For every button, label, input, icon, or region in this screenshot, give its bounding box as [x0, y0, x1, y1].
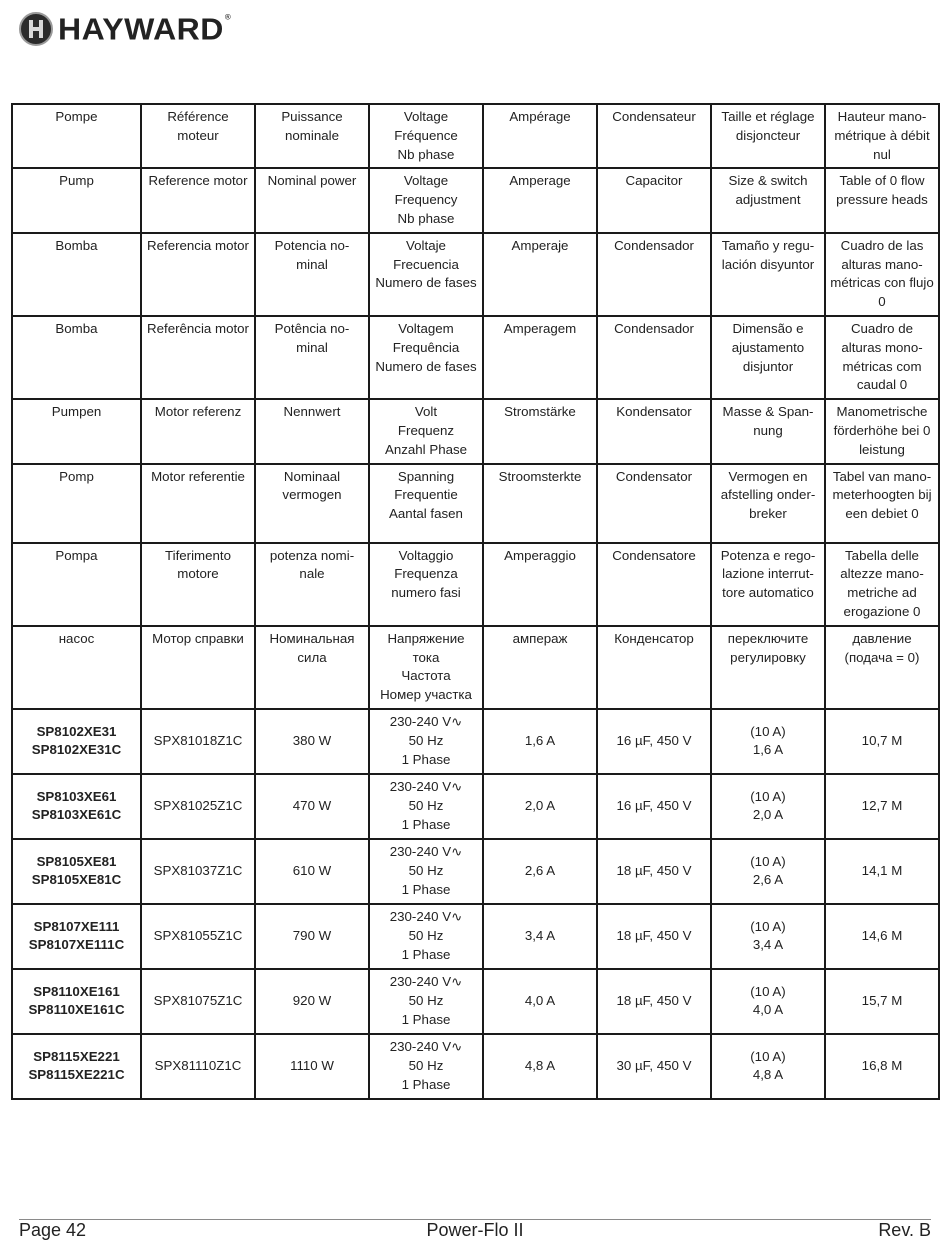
capacitor-cell: 18 µF, 450 V	[597, 839, 711, 904]
header-cell-capacitor	[597, 543, 711, 626]
breaker-cell-line: (10 A)	[750, 853, 786, 869]
header-text: Pomp	[59, 468, 94, 484]
header-text: Nennwert	[283, 404, 341, 420]
motor-ref-cell: SPX81025Z1C	[141, 774, 255, 839]
header-text: (подача = 0)	[844, 649, 920, 665]
header-text: minal	[296, 256, 328, 272]
voltage-cell-line: 230-240 V∿	[389, 844, 463, 860]
voltage-cell-line: 1 Phase	[401, 881, 451, 897]
header-text: Частота	[401, 668, 451, 684]
header-row	[12, 316, 939, 399]
table-row	[12, 969, 939, 1034]
model-cell-line: SP8102XE31C	[31, 742, 122, 758]
header-cell-voltage-frequency-phase	[369, 233, 483, 316]
header-text: Motor referentie	[151, 468, 245, 484]
header-text: Pumpen	[51, 404, 102, 420]
header-cell-nominal-power	[255, 104, 369, 168]
power-cell: 790 W	[255, 904, 369, 969]
voltage-cell	[369, 904, 483, 969]
breaker-cell	[711, 774, 825, 839]
header-text: Voltage	[403, 173, 449, 189]
capacitor-cell: 16 µF, 450 V	[597, 774, 711, 839]
header-text: métricas con flujo 0	[830, 275, 934, 310]
header-text: Aantal fasen	[389, 506, 463, 522]
head-cell: 10,7 M	[825, 709, 939, 774]
model-cell	[12, 839, 141, 904]
header-text: Напряжение тока	[387, 630, 465, 665]
header-text: Nb phase	[397, 210, 455, 226]
header-cell-nominal-power	[255, 233, 369, 316]
amperage-cell: 2,0 A	[483, 774, 597, 839]
header-cell-voltage-frequency-phase	[369, 399, 483, 463]
header-text: Dimensão e ajustamento disjuntor	[731, 320, 805, 374]
header-cell-nominal-power	[255, 316, 369, 399]
header-text: Tamaño y regu-	[721, 237, 815, 253]
table-row	[12, 839, 939, 904]
table-row	[12, 1034, 939, 1099]
header-text: breker	[749, 506, 787, 522]
header-cell-capacitor	[597, 104, 711, 168]
header-cell-zero-flow-head	[825, 168, 939, 232]
header-row	[12, 543, 939, 626]
header-cell-breaker-size	[711, 464, 825, 543]
model-cell	[12, 774, 141, 839]
voltage-cell-line: 50 Hz	[408, 928, 444, 944]
header-text: Amperage	[509, 173, 571, 189]
model-cell-line: SP8102XE31	[36, 723, 117, 739]
header-text: Pompa	[55, 547, 98, 563]
header-text: переключите регулировку	[727, 630, 809, 665]
voltage-cell-line: 1 Phase	[401, 946, 451, 962]
header-text: Номинальная сила	[269, 630, 355, 665]
header-text: Fréquence	[394, 127, 458, 143]
header-cell-motor-ref	[141, 168, 255, 232]
voltage-cell	[369, 1034, 483, 1099]
header-cell-capacitor	[597, 399, 711, 463]
breaker-cell-line: (10 A)	[750, 723, 786, 739]
header-text: Voltagem	[398, 320, 454, 336]
header-cell-motor-ref	[141, 543, 255, 626]
header-cell-voltage-frequency-phase	[369, 168, 483, 232]
breaker-cell-line: (10 A)	[750, 983, 786, 999]
model-cell-line: SP8103XE61C	[31, 807, 122, 823]
model-cell	[12, 969, 141, 1034]
model-cell-line: SP8107XE111	[33, 918, 120, 934]
breaker-cell-line: 4,8 A	[752, 1067, 784, 1083]
header-cell-zero-flow-head	[825, 626, 939, 709]
table-row	[12, 774, 939, 839]
capacitor-cell: 18 µF, 450 V	[597, 904, 711, 969]
breaker-cell-line: 1,6 A	[752, 742, 784, 758]
header-text: Masse & Span-	[722, 404, 814, 420]
header-cell-nominal-power	[255, 168, 369, 232]
header-cell-pump	[12, 233, 141, 316]
header-cell-zero-flow-head	[825, 316, 939, 399]
header-text: Numero de fases	[375, 358, 477, 374]
header-text: насос	[58, 630, 95, 646]
pump-spec-table	[11, 103, 940, 1100]
breaker-cell	[711, 839, 825, 904]
breaker-cell	[711, 709, 825, 774]
capacitor-cell: 16 µF, 450 V	[597, 709, 711, 774]
header-text: Referencia motor	[147, 237, 249, 253]
header-text: Tabella delle altezze mano-	[840, 547, 924, 582]
head-cell: 14,6 M	[825, 904, 939, 969]
header-text: metriche ad erogazione 0	[843, 585, 921, 619]
header-cell-breaker-size	[711, 543, 825, 626]
page-number: Page 42	[19, 1220, 87, 1240]
header-row	[12, 168, 939, 232]
header-cell-pump	[12, 168, 141, 232]
header-cell-capacitor	[597, 233, 711, 316]
header-cell-voltage-frequency-phase	[369, 104, 483, 168]
header-text: Bomba	[55, 237, 98, 253]
table-row	[12, 904, 939, 969]
header-cell-nominal-power	[255, 399, 369, 463]
header-cell-motor-ref	[141, 104, 255, 168]
header-text: Condensator	[615, 468, 693, 484]
breaker-cell-line: 2,0 A	[752, 807, 784, 823]
header-text: Pompe	[55, 109, 98, 124]
header-cell-zero-flow-head	[825, 399, 939, 463]
header-text: Voltage	[403, 109, 449, 124]
voltage-cell-line: 50 Hz	[408, 993, 444, 1009]
header-text: Taille et réglage disjoncteur	[721, 109, 815, 143]
header-text: Référence moteur	[167, 109, 229, 143]
header-text: Voltaggio	[398, 547, 454, 563]
header-text: Potência no-	[274, 320, 350, 336]
voltage-cell-line: 1 Phase	[401, 1076, 451, 1092]
header-text: Конденсатор	[614, 630, 694, 646]
header-text: Motor referenz	[154, 404, 242, 420]
header-text: métrique à débit nul	[834, 127, 930, 162]
header-cell-voltage-frequency-phase	[369, 464, 483, 543]
header-text: nale	[299, 566, 325, 582]
header-cell-capacitor	[597, 168, 711, 232]
header-cell-nominal-power	[255, 543, 369, 626]
amperage-cell: 3,4 A	[483, 904, 597, 969]
header-text: Puissance nominale	[281, 109, 343, 143]
header-text: Frequenza	[394, 566, 458, 582]
header-row	[12, 399, 939, 463]
header-cell-breaker-size	[711, 626, 825, 709]
breaker-cell-line: (10 A)	[750, 1048, 786, 1064]
motor-ref-cell: SPX81110Z1C	[141, 1034, 255, 1099]
table-row	[12, 709, 939, 774]
table-body	[12, 104, 939, 1099]
voltage-cell-line: 230-240 V∿	[389, 779, 463, 795]
header-cell-pump	[12, 464, 141, 543]
voltage-cell-line: 230-240 V∿	[389, 909, 463, 925]
header-cell-voltage-frequency-phase	[369, 626, 483, 709]
voltage-cell-line: 50 Hz	[408, 733, 444, 749]
header-cell-capacitor	[597, 316, 711, 399]
amperage-cell: 1,6 A	[483, 709, 597, 774]
model-cell	[12, 904, 141, 969]
header-cell-pump	[12, 626, 141, 709]
header-cell-motor-ref	[141, 464, 255, 543]
header-text: Referência motor	[147, 320, 249, 336]
header-text: Мотор справки	[152, 630, 244, 646]
header-text: métricas com caudal 0	[842, 358, 922, 393]
header-text: Hauteur mano-	[837, 109, 927, 124]
header-cell-amperage	[483, 316, 597, 399]
header-text: Condensatore	[612, 547, 696, 563]
header-text: Potencia no-	[274, 237, 350, 253]
power-cell: 920 W	[255, 969, 369, 1034]
header-text: Frequency	[394, 192, 458, 208]
header-cell-pump	[12, 316, 141, 399]
breaker-cell-line: (10 A)	[750, 788, 786, 804]
hayward-emblem-icon	[19, 12, 53, 46]
header-text: Capacitor	[625, 173, 683, 189]
header-text: Kondensator	[616, 404, 692, 420]
header-cell-motor-ref	[141, 316, 255, 399]
power-cell: 470 W	[255, 774, 369, 839]
product-name: Power-Flo II	[426, 1220, 524, 1240]
motor-ref-cell: SPX81055Z1C	[141, 904, 255, 969]
header-cell-capacitor	[597, 626, 711, 709]
header-cell-motor-ref	[141, 626, 255, 709]
header-row	[12, 464, 939, 543]
header-cell-amperage	[483, 543, 597, 626]
breaker-cell-line: 4,0 A	[752, 1002, 784, 1018]
header-cell-voltage-frequency-phase	[369, 316, 483, 399]
header-text: Vermogen en afstelling onder-	[720, 468, 816, 503]
header-text: numero fasi	[391, 585, 461, 601]
head-cell: 16,8 M	[825, 1034, 939, 1099]
head-cell: 12,7 M	[825, 774, 939, 839]
model-cell-line: SP8105XE81C	[31, 872, 122, 888]
power-cell: 1110 W	[255, 1034, 369, 1099]
header-text: Amperaje	[511, 237, 569, 253]
amperage-cell: 2,6 A	[483, 839, 597, 904]
header-cell-capacitor	[597, 464, 711, 543]
header-cell-breaker-size	[711, 233, 825, 316]
header-cell-pump	[12, 399, 141, 463]
motor-ref-cell: SPX81037Z1C	[141, 839, 255, 904]
header-text: Numero de fases	[375, 275, 477, 291]
capacitor-cell: 30 µF, 450 V	[597, 1034, 711, 1099]
header-text: Pump	[59, 173, 94, 189]
head-cell: 15,7 M	[825, 969, 939, 1034]
header-text: Frecuencia	[393, 256, 459, 272]
revision: Rev. B	[878, 1220, 931, 1240]
breaker-cell-line: 2,6 A	[752, 872, 784, 888]
hayward-logo	[19, 10, 231, 48]
voltage-cell	[369, 709, 483, 774]
header-cell-amperage	[483, 104, 597, 168]
motor-ref-cell: SPX81075Z1C	[141, 969, 255, 1034]
header-text: Condensador	[614, 237, 694, 253]
header-cell-breaker-size	[711, 399, 825, 463]
voltage-cell-line: 50 Hz	[408, 863, 444, 879]
header-text: Stromstärke	[504, 404, 576, 420]
breaker-cell	[711, 904, 825, 969]
model-cell	[12, 709, 141, 774]
header-cell-breaker-size	[711, 316, 825, 399]
header-text: Cuadro de alturas mono-	[841, 320, 923, 355]
model-cell-line: SP8115XE221C	[28, 1067, 125, 1083]
voltage-cell-line: 50 Hz	[408, 1058, 444, 1074]
header-text: Tiferimento motore	[164, 547, 231, 582]
header-cell-amperage	[483, 399, 597, 463]
header-cell-motor-ref	[141, 233, 255, 316]
header-text: nung	[753, 422, 783, 438]
model-cell-line: SP8110XE161C	[28, 1002, 125, 1018]
model-cell-line: SP8107XE111C	[28, 937, 125, 953]
header-cell-nominal-power	[255, 464, 369, 543]
header-text: Stroomsterkte	[498, 468, 582, 484]
head-cell: 14,1 M	[825, 839, 939, 904]
header-text: Condensador	[614, 320, 694, 336]
header-cell-breaker-size	[711, 168, 825, 232]
breaker-cell-line: 3,4 A	[752, 937, 784, 953]
header-text: Condensateur	[612, 109, 696, 124]
model-cell-line: SP8115XE221	[33, 1048, 120, 1064]
header-text: lación disyuntor	[721, 256, 815, 272]
header-text: Nominal power	[267, 173, 357, 189]
header-text: Frequenz	[397, 422, 455, 438]
breaker-cell	[711, 969, 825, 1034]
model-cell	[12, 1034, 141, 1099]
header-text: Volt	[414, 404, 438, 420]
amperage-cell: 4,8 A	[483, 1034, 597, 1099]
voltage-cell-line: 1 Phase	[401, 751, 451, 767]
header-text: Номер участка	[380, 687, 472, 703]
header-cell-voltage-frequency-phase	[369, 543, 483, 626]
header-text: Frequência	[392, 339, 460, 355]
header-cell-amperage	[483, 464, 597, 543]
header-text: Potenza e rego-	[720, 547, 816, 563]
header-text: potenza nomi-	[269, 547, 355, 563]
header-row	[12, 626, 939, 709]
brand-name: HAYWARD®	[58, 11, 232, 47]
power-cell: 380 W	[255, 709, 369, 774]
header-cell-zero-flow-head	[825, 104, 939, 168]
voltage-cell	[369, 969, 483, 1034]
header-text: tore automatico	[722, 585, 814, 601]
header-row	[12, 233, 939, 316]
header-text: lazione interrut-	[722, 566, 814, 582]
header-text: Size & switch adjustment	[728, 173, 808, 208]
voltage-cell-line: 1 Phase	[401, 1011, 451, 1027]
voltage-cell-line: 230-240 V∿	[389, 974, 463, 990]
header-cell-zero-flow-head	[825, 233, 939, 316]
voltage-cell-line: 1 Phase	[401, 816, 451, 832]
header-cell-amperage	[483, 233, 597, 316]
header-text: Voltaje	[406, 237, 446, 253]
header-text: Tabel van mano-	[832, 468, 932, 484]
header-text: Anzahl Phase	[384, 441, 468, 457]
header-text: meterhoogten bij een debiet 0	[832, 487, 932, 522]
header-text: Frequentie	[394, 487, 458, 503]
model-cell-line: SP8103XE61	[36, 788, 117, 804]
capacitor-cell: 18 µF, 450 V	[597, 969, 711, 1034]
header-text: Table of 0 flow pressure heads	[836, 173, 928, 208]
header-text: minal	[296, 339, 328, 355]
header-text: Nb phase	[397, 146, 455, 162]
power-cell: 610 W	[255, 839, 369, 904]
header-text: Ampérage	[509, 109, 571, 124]
header-text: Spanning	[397, 468, 455, 484]
breaker-cell	[711, 1034, 825, 1099]
header-text: Reference motor	[148, 173, 248, 189]
header-cell-amperage	[483, 626, 597, 709]
header-text: Bomba	[55, 320, 98, 336]
header-text: Manometrische förderhöhe bei 0 leistung	[833, 404, 931, 457]
voltage-cell-line: 230-240 V∿	[389, 714, 463, 730]
model-cell-line: SP8110XE161	[33, 983, 120, 999]
header-cell-zero-flow-head	[825, 543, 939, 626]
header-cell-breaker-size	[711, 104, 825, 168]
voltage-cell	[369, 839, 483, 904]
voltage-cell-line: 230-240 V∿	[389, 1039, 463, 1055]
voltage-cell	[369, 774, 483, 839]
motor-ref-cell: SPX81018Z1C	[141, 709, 255, 774]
header-text: давление	[852, 630, 912, 646]
header-text: Cuadro de las alturas mano-	[840, 237, 924, 272]
header-cell-pump	[12, 543, 141, 626]
header-cell-zero-flow-head	[825, 464, 939, 543]
header-cell-amperage	[483, 168, 597, 232]
header-text: Nominaal vermogen	[282, 468, 342, 503]
header-text: Amperaggio	[504, 547, 576, 563]
voltage-cell-line: 50 Hz	[408, 798, 444, 814]
breaker-cell-line: (10 A)	[750, 918, 786, 934]
amperage-cell: 4,0 A	[483, 969, 597, 1034]
header-cell-nominal-power	[255, 626, 369, 709]
model-cell-line: SP8105XE81	[36, 853, 117, 869]
header-text: ампераж	[512, 630, 568, 646]
header-cell-motor-ref	[141, 399, 255, 463]
header-cell-pump	[12, 104, 141, 168]
header-row	[12, 104, 939, 168]
header-text: Amperagem	[503, 320, 577, 336]
